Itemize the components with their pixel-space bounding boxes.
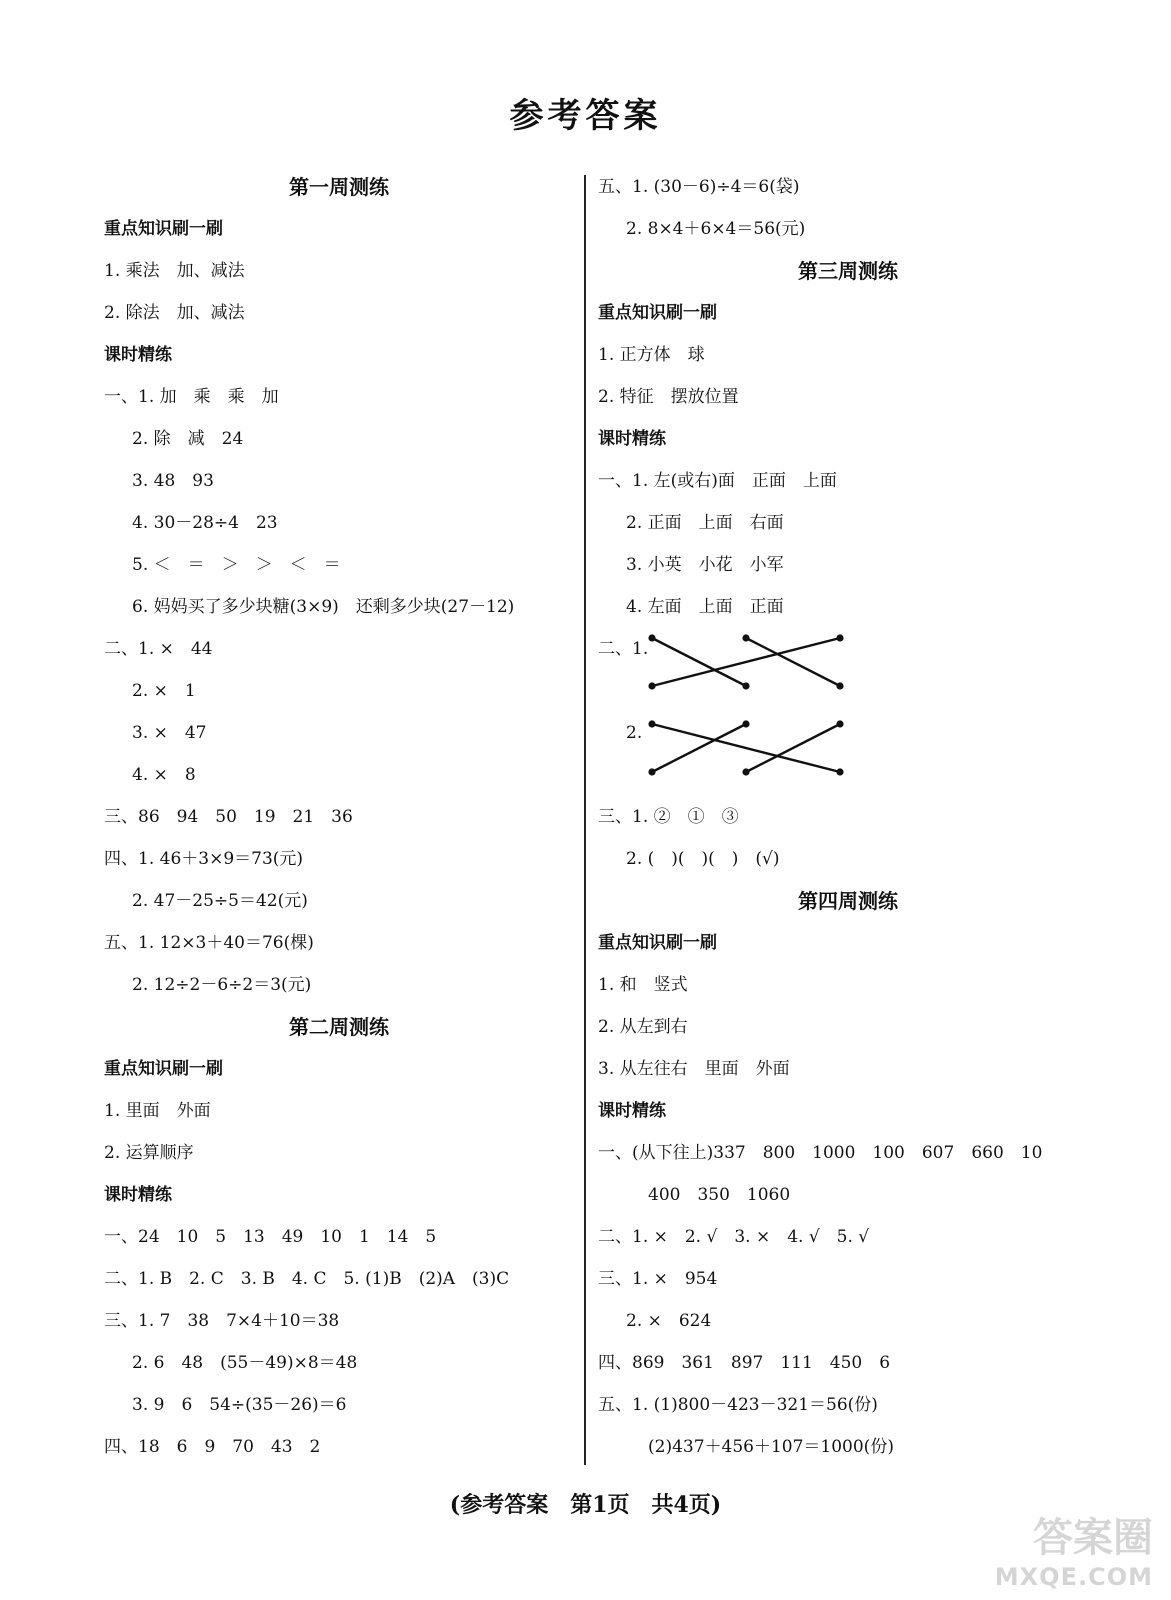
left-column [104, 166, 574, 1468]
subsection-label: 重点知识刷一刷 [104, 219, 223, 239]
section-heading: 第四周测练 [798, 889, 898, 913]
answer-line: 三、1. × 954 [598, 1269, 718, 1289]
matching-dot [648, 720, 655, 727]
answer-line: 二、1. × 44 [104, 639, 213, 659]
section-heading: 第二周测练 [289, 1015, 389, 1039]
answer-line: 一、1. 加 乘 乘 加 [104, 387, 279, 407]
answer-line: 三、86 94 50 19 21 36 [104, 807, 353, 827]
answer-line: 四、1. 46＋3×9＝73(元) [104, 849, 304, 869]
subsection-label: 重点知识刷一刷 [104, 1059, 223, 1079]
answer-line: 3. 9 6 54÷(35－26)＝6 [132, 1395, 347, 1415]
answer-line: 2. 运算顺序 [104, 1143, 194, 1163]
answer-line: 4. 左面 上面 正面 [626, 597, 784, 617]
answer-line: 二、1. × 2. √ 3. × 4. √ 5. √ [598, 1227, 870, 1247]
answer-line: 3. 从左往右 里面 外面 [598, 1059, 790, 1079]
answer-line: 4. × 8 [132, 765, 196, 785]
column-divider [584, 175, 586, 1465]
answer-line: 2. 正面 上面 右面 [626, 513, 784, 533]
answer-line: 3. 小英 小花 小军 [626, 555, 784, 575]
answer-line: 2. 从左到右 [598, 1017, 688, 1037]
answer-line: 2. ( )( )( ) (√) [626, 849, 780, 869]
answer-line: 一、24 10 5 13 49 10 1 14 5 [104, 1227, 437, 1247]
answer-line: 2. 12÷2－6÷2＝3(元) [132, 975, 312, 995]
watermark-logo: 答案圈 [1033, 1515, 1153, 1561]
answer-line: 2. 特征 摆放位置 [598, 387, 739, 407]
answer-line: 2. [626, 723, 643, 743]
answer-line: 四、18 6 9 70 43 2 [104, 1437, 321, 1457]
answer-line: 三、1. ② ① ③ [598, 807, 739, 827]
answer-line: 1. 乘法 加、减法 [104, 261, 245, 281]
section-heading: 第一周测练 [289, 175, 389, 199]
subsection-label: 重点知识刷一刷 [598, 303, 717, 323]
answer-line: 3. 48 93 [132, 471, 214, 491]
answer-line: 2. × 624 [626, 1311, 712, 1331]
answer-line: 五、1. (1)800－423－321＝56(份) [598, 1395, 878, 1415]
answer-line: 400 350 1060 [648, 1185, 791, 1205]
answer-line: 5. ＜ ＝ ＞ ＞ ＜ ＝ [132, 555, 341, 575]
answer-line: 2. 6 48 (55－49)×8＝48 [132, 1353, 358, 1373]
answer-line: 6. 妈妈买了多少块糖(3×9) 还剩多少块(27－12) [132, 597, 515, 617]
subsection-label: 课时精练 [104, 1185, 172, 1205]
subsection-label: 课时精练 [598, 1101, 666, 1121]
answer-line [598, 670, 1098, 712]
answer-line [598, 754, 1098, 796]
matching-dot [836, 634, 843, 641]
subsection-label: 重点知识刷一刷 [598, 933, 717, 953]
answer-line: 2. × 1 [132, 681, 196, 701]
answer-line: 2. 47－25÷5＝42(元) [132, 891, 308, 911]
answer-line: 三、1. 7 38 7×4＋10＝38 [104, 1311, 340, 1331]
subsection-label: 课时精练 [598, 429, 666, 449]
page-title: 参考答案 [509, 96, 662, 136]
answer-line: 1. 正方体 球 [598, 345, 705, 365]
answer-line: 五、1. (30－6)÷4＝6(袋) [598, 177, 800, 197]
answer-line: 1. 和 竖式 [598, 975, 688, 995]
answer-line: 4. 30－28÷4 23 [132, 513, 278, 533]
right-column [598, 166, 1098, 1468]
answer-line: 3. × 47 [132, 723, 207, 743]
matching-dot [742, 720, 749, 727]
answer-line: 二、1. B 2. C 3. B 4. C 5. (1)B (2)A (3)C [104, 1269, 510, 1289]
subsection-label: 课时精练 [104, 345, 172, 365]
matching-dot [648, 634, 655, 641]
watermark-site: MXQE.COM [994, 1563, 1153, 1591]
answer-line: 四、869 361 897 111 450 6 [598, 1353, 891, 1373]
page-footer: (参考答案 第1页 共4页) [449, 1492, 722, 1518]
section-heading: 第三周测练 [798, 259, 898, 283]
watermark [953, 1506, 1153, 1591]
answer-line: 2. 8×4＋6×4＝56(元) [626, 219, 806, 239]
answer-line: 一、1. 左(或右)面 正面 上面 [598, 471, 837, 491]
answer-line: 2. 除 减 24 [132, 429, 244, 449]
answer-line: 二、1. [598, 639, 649, 659]
answer-line: 一、(从下往上)337 800 1000 100 607 660 10 [598, 1143, 1043, 1163]
answer-line: (2)437＋456＋107＝1000(份) [648, 1437, 894, 1457]
answer-line: 五、1. 12×3＋40＝76(棵) [104, 933, 314, 953]
matching-dot [742, 634, 749, 641]
answer-line: 2. 除法 加、减法 [104, 303, 245, 323]
matching-dot [836, 720, 843, 727]
answer-line: 1. 里面 外面 [104, 1101, 211, 1121]
